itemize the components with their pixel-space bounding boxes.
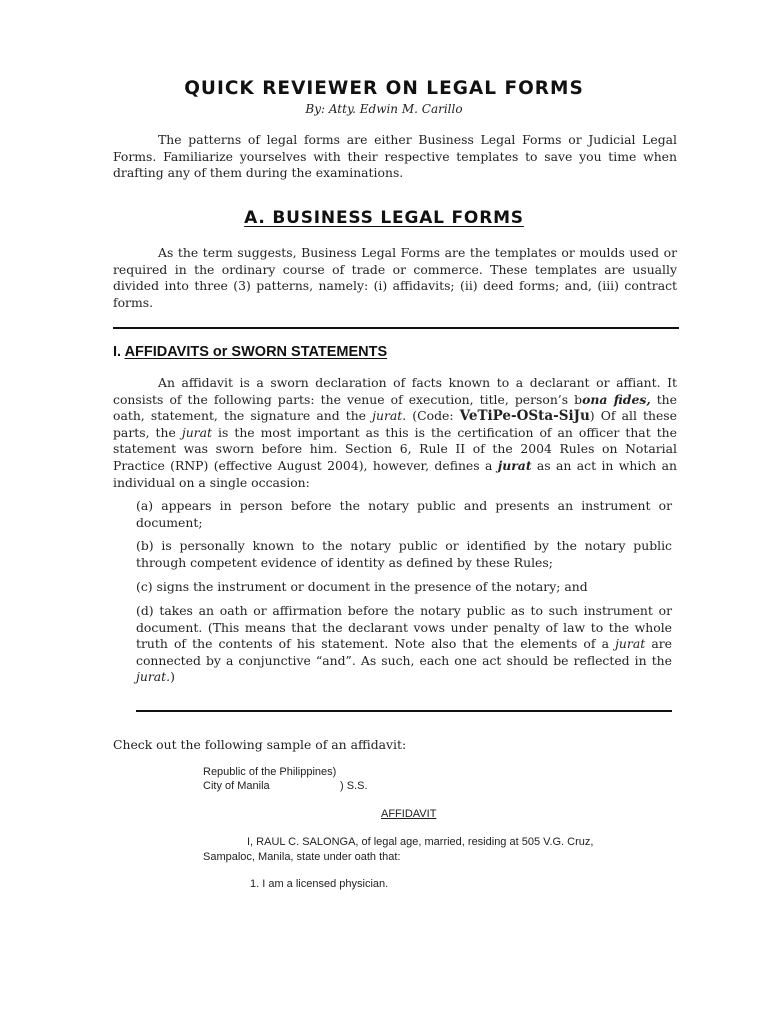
section-a-heading: A. BUSINESS LEGAL FORMS (244, 208, 524, 228)
section-a-paragraph: As the term suggests, Business Legal Forms are the templates or moulds used or required in the ordinary course of trade or commerce. These templates are usually divided into three (3) patterns, namely: (i) affidavits; (ii) deed forms; and, (iii) contract forms. (113, 245, 677, 310)
list-item-d: (d) takes an oath or affirmation before the notary public as to such instrument or document. (This means that the declarant vows under penalty of law to the whole truth of the contents of his statement. Note also that the elements of a jurat are connected by a conjunctive “and”. As such, each one act should be reflected in the jurat.) (136, 603, 672, 685)
sample-affidavit-item-1: 1. I am a licensed physician. (250, 878, 389, 890)
section-i-heading: I. AFFIDAVITS or SWORN STATEMENTS (113, 344, 388, 360)
sample-affidavit-title: AFFIDAVIT (381, 808, 437, 820)
section-divider (113, 327, 679, 329)
sample-intro: Check out the following sample of an affidavit: (113, 737, 407, 752)
sample-venue-city: City of Manila (203, 780, 270, 792)
intro-paragraph: The patterns of legal forms are either Business Legal Forms or Judicial Legal Forms. Familiarize yourselves with their respective templates to save you time when drafting any of them during the examinations. (113, 132, 677, 181)
document-byline: By: Atty. Edwin M. Carillo (305, 102, 463, 116)
mnemonic-code: VeTiPe-OSta-SiJu (459, 408, 590, 425)
sample-affidavit-body: I, RAUL C. SALONGA, of legal age, married, residing at 505 V.G. Cruz, Sampaloc, Manila, state under oath that: (203, 836, 594, 863)
sample-venue-ss: ) S.S. (340, 780, 368, 792)
list-item-a: (a) appears in person before the notary public and presents an instrument or document; (136, 498, 672, 530)
list-item-c: (c) signs the instrument or document in the presence of the notary; and (136, 579, 588, 594)
document-title: QUICK REVIEWER ON LEGAL FORMS (184, 78, 584, 99)
list-item-b: (b) is personally known to the notary public or identified by the notary public through competent evidence of identity as defined by these Rules; (136, 538, 672, 570)
list-divider (136, 710, 672, 712)
sample-venue-republic: Republic of the Philippines) (203, 766, 337, 778)
affidavit-definition-paragraph: An affidavit is a sworn declaration of facts known to a declarant or affiant. It consists of the following parts: the venue of execution, title, person’s bona fides, the oath, statement, the signature and the jurat. (Code: VeTiPe-OSta-SiJu) Of all these parts, the jurat is the most important as this is the certification of an officer that the statement was sworn before him. Section 6, Rule II of the 2004 Rules on Notarial Practice (RNP) (effective August 2004), however, defines a jurat as an act in which an individual on a single occasion: (113, 375, 677, 490)
